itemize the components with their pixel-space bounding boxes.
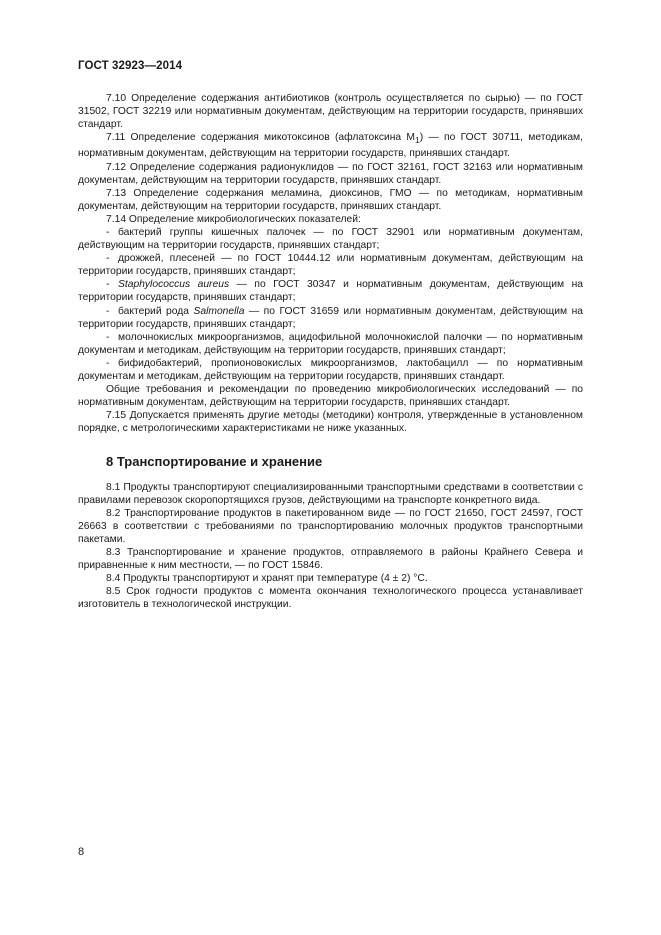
list-item: - Staphylococcus aureus — по ГОСТ 30347 и нормативным документам, действующим на территории государств, принявших стандарт; <box>78 279 583 304</box>
paragraph-8-5: 8.5 Срок годности продуктов с момента окончания технологического процесса устанавливает изготовитель в технологической инструкции. <box>78 586 583 611</box>
paragraph-7-11: 7.11 Определение содержания микотоксинов (афлатоксина $M_1$) — по ГОСТ 30711, методикам, нормативным документам, действующим на территории государств, принявших стандарт. <box>78 132 583 160</box>
list-item: - дрожжей, плесеней — по ГОСТ 10444.12 или нормативным документам, действующим на территории государств, принявших стандарт; <box>78 253 583 278</box>
document-body <box>78 92 583 612</box>
paragraph-7-13: 7.13 Определение содержания меламина, диоксинов, ГМО — по методикам, нормативным документам, действующим на территории государств, принявших стандарт. <box>78 187 583 212</box>
list-item: - молочнокислых микроорганизмов, ацидофильной молочнокислой палочки — по нормативным документам и методикам, действующим на территории государств, принявших стандарт; <box>78 331 583 356</box>
paragraph-8-3: 8.3 Транспортирование и хранение продуктов, отправляемого в районы Крайнего Севера и приравненные к ним местности, — по ГОСТ 15846. <box>78 547 583 572</box>
section-8-title: 8 Транспортирование и хранение <box>106 454 323 470</box>
paragraph-8-1: 8.1 Продукты транспортируют специализированными транспортными средствами в соответствии с правилами перевозок скоропортящихся грузов, действующими на транспорте конкретного вида. <box>78 481 583 506</box>
list-item: - бактерий рода Salmonella — по ГОСТ 31659 или нормативным документам, действующим на территории государств, принявших стандарт; <box>78 305 583 330</box>
list-item: - бифидобактерий, пропионовокислых микроорганизмов, лактобацилл — по нормативным документам и методикам, действующим на территории государств, принявших стандарт. <box>78 357 583 383</box>
paragraph-7-15: 7.15 Допускается применять другие методы (методики) контроля, утвержденные в установленном порядке, с метрологическими характеристиками не ниже указанных. <box>78 410 583 435</box>
paragraph-7-12: 7.12 Определение содержания радионуклидов — по ГОСТ 32161, ГОСТ 32163 или нормативным документам, действующим на территории государств, принявших стандарт. <box>78 161 583 186</box>
paragraph-8-2: 8.2 Транспортирование продуктов в пакетированном виде — по ГОСТ 21650, ГОСТ 24597, ГОСТ 26663 в соответствии с требованиями по транспортированию молочных продуктов транспортными пакетами. <box>78 507 583 545</box>
paragraph-7-10: 7.10 Определение содержания антибиотиков (контроль осуществляется по сырью) — по ГОСТ 31502, ГОСТ 32219 или нормативным документам, действующим на территории государств, принявших стандарт. <box>78 93 583 131</box>
list-item: - бактерий группы кишечных палочек — по ГОСТ 32901 или нормативным документам, действующим на территории государств, принявших стандарт; <box>78 226 583 252</box>
paragraph-general-requirements: Общие требования и рекомендации по проведению микробиологических исследований — по нормативным документам, действующим на территории государств, принявших стандарт. <box>78 384 583 409</box>
paragraph-8-4: 8.4 Продукты транспортируют и хранят при температуре (4 ± 2) °С. <box>106 573 428 585</box>
page-number: 8 <box>78 846 85 858</box>
document-header: ГОСТ 32923—2014 <box>78 60 183 72</box>
paragraph-7-14: 7.14 Определение микробиологических показателей: <box>106 213 361 225</box>
